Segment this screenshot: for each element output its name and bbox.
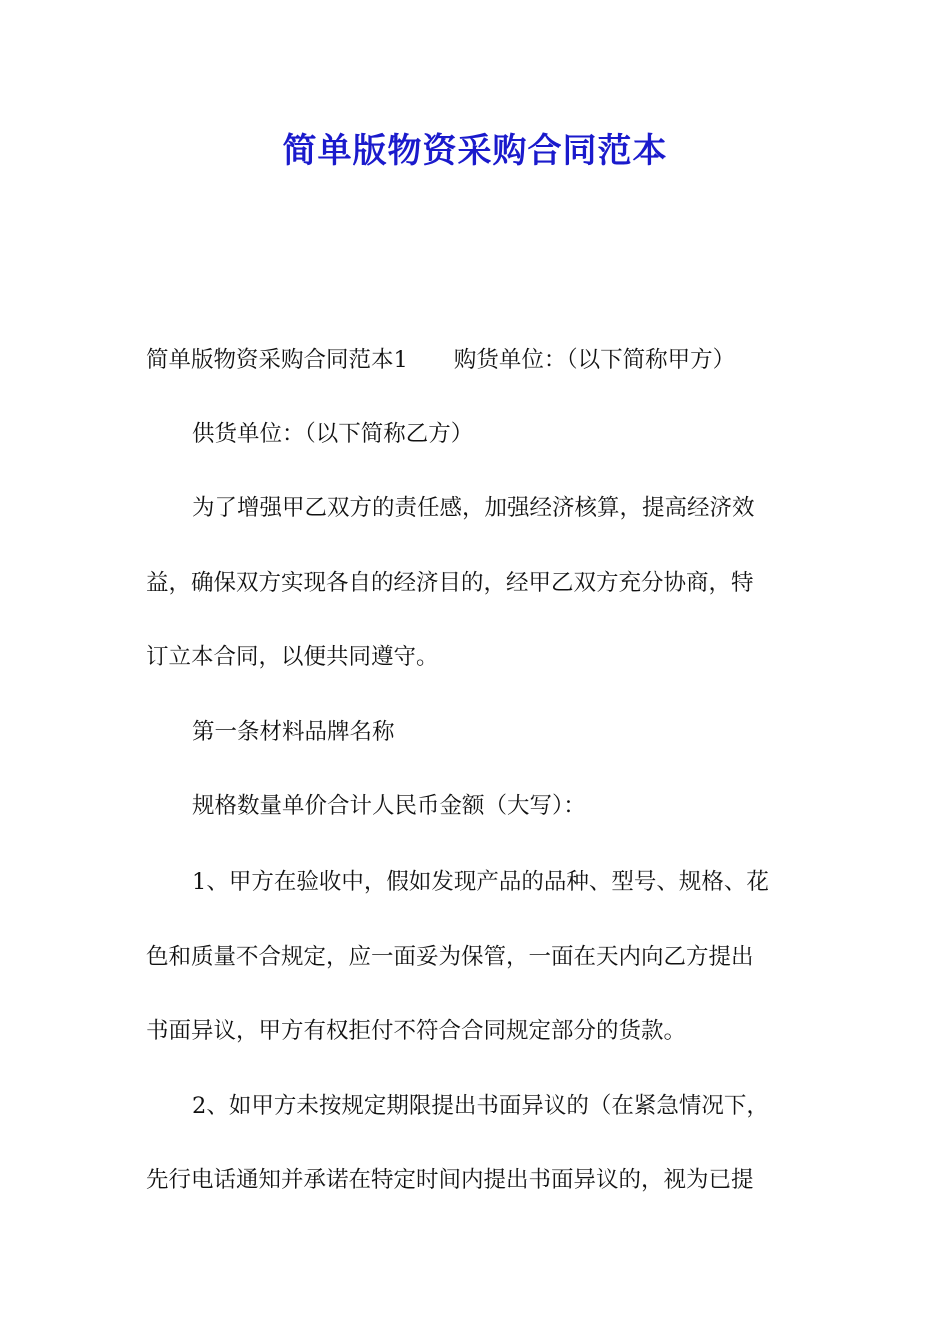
paragraph-line: 益，确保双方实现各自的经济目的，经甲乙双方充分协商，特 [146, 570, 754, 596]
paragraph-line: 供货单位：（以下简称乙方） [192, 421, 474, 447]
paragraph-line: 订立本合同，以便共同遵守。 [146, 644, 439, 670]
paragraph-line: 色和质量不合规定，应一面妥为保管，一面在天内向乙方提出 [146, 944, 754, 970]
paragraph-line: 规格数量单价合计人民币金额（大写）： [192, 793, 586, 819]
paragraph-line: 为了增强甲乙双方的责任感，加强经济核算，提高经济效 [192, 495, 755, 521]
paragraph-line: 先行电话通知并承诺在特定时间内提出书面异议的，视为已提 [146, 1167, 754, 1193]
paragraph-line: 2、如甲方未按规定期限提出书面异议的（在紧急情况下， [192, 1093, 769, 1119]
document-title: 简单版物资采购合同范本 [282, 131, 668, 171]
buyer-label: 购货单位：（以下简称甲方） [453, 347, 736, 373]
contract-number-label: 简单版物资采购合同范本1 [146, 347, 408, 373]
paragraph-line: 书面异议，甲方有权拒付不符合合同规定部分的货款。 [146, 1018, 687, 1044]
paragraph-line [146, 340, 735, 380]
paragraph-line: 1、甲方在验收中，假如发现产品的品种、型号、规格、花 [192, 869, 769, 895]
paragraph-line: 第一条材料品牌名称 [192, 719, 395, 745]
